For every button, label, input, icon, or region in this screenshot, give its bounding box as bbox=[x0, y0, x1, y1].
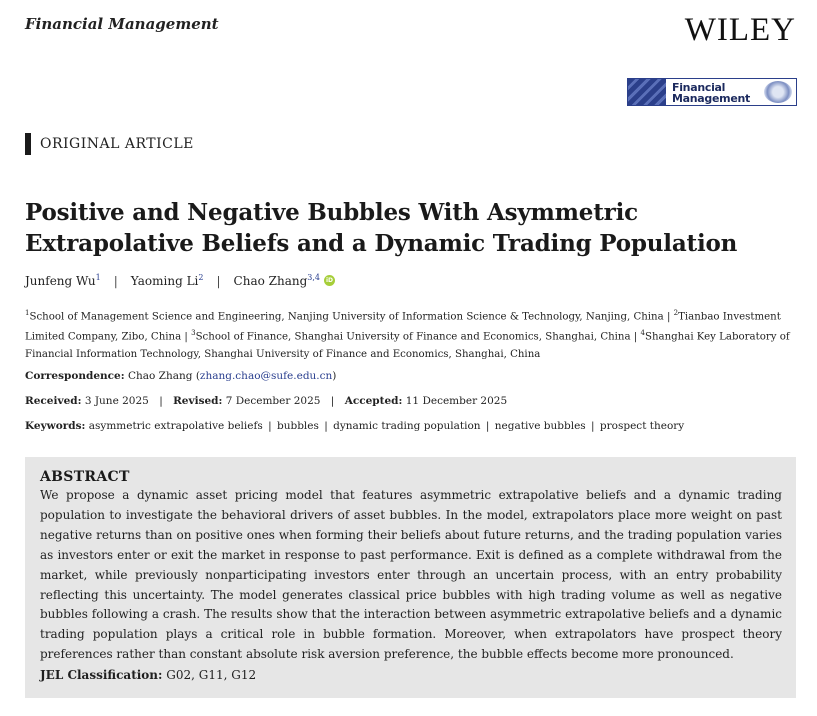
keyword-separator: | bbox=[268, 420, 272, 432]
author-sup[interactable]: 3,4 bbox=[307, 273, 320, 282]
author-zhang[interactable] bbox=[234, 273, 320, 288]
affiliations bbox=[25, 305, 795, 363]
affiliation-1: School of Management Science and Engineering, Nanjing University of Information Science & Technology, Nanjing, China bbox=[29, 311, 664, 323]
article-dates bbox=[25, 395, 507, 407]
author-name[interactable]: Chao Zhang bbox=[233, 274, 308, 288]
correspondence-label: Correspondence: bbox=[25, 370, 125, 382]
keyword-item[interactable]: bubbles bbox=[277, 420, 319, 432]
article-type: ORIGINAL ARTICLE bbox=[25, 133, 194, 155]
received-date: 3 June 2025 bbox=[84, 395, 149, 407]
title-line-1: Positive and Negative Bubbles With Asymmetric bbox=[25, 199, 638, 226]
keyword-separator: | bbox=[591, 420, 595, 432]
accepted-label: Accepted: bbox=[344, 395, 403, 407]
author-list bbox=[25, 273, 335, 288]
affiliation-2: Tianbao Investment Limited Company, Zibo, China bbox=[25, 311, 781, 343]
author-li[interactable] bbox=[131, 273, 204, 288]
logo-stripes-icon bbox=[628, 79, 666, 105]
abstract-text: We propose a dynamic asset pricing model that features asymmetric extrapolative beliefs and a dynamic trading population to investigate the behavioral drivers of asset bubbles. In the model, extrapolators place more weight on past negative returns than on positive ones when forming their beliefs about future returns, and the trading population varies as investors enter or exit the market in response to past performance. Exit is defined as a complete withdrawal from the market, while previously nonparticipating investors enter through an uncertain process, with an entry probability reflecting this uncertainty. The model generates classical price bubbles with high trading volume as well as negative bubbles following a crash. The results show that the interaction between asymmetric extrapolative beliefs and a dynamic trading population plays a critical role in bubble formation. Moreover, when extrapolators have prospect theory preferences rather than constant absolute risk aversion preference, the bubble effects become more pronounced. bbox=[40, 488, 782, 662]
journal-logo[interactable] bbox=[627, 78, 797, 106]
revised-label: Revised: bbox=[173, 395, 223, 407]
abstract-heading: ABSTRACT bbox=[40, 469, 130, 485]
author-wu[interactable] bbox=[25, 273, 101, 288]
article-title bbox=[25, 197, 795, 259]
keywords-label: Keywords: bbox=[25, 420, 86, 432]
correspondence: Correspondence: Chao Zhang (zhang.chao@sufe.edu.cn) bbox=[25, 370, 337, 382]
author-sup[interactable]: 2 bbox=[198, 273, 204, 282]
keyword-item[interactable]: prospect theory bbox=[599, 420, 685, 432]
jel-classification bbox=[40, 665, 782, 685]
jel-codes: G02, G11, G12 bbox=[166, 668, 257, 683]
orcid-icon[interactable]: iD bbox=[325, 277, 334, 284]
logo-text bbox=[666, 79, 764, 105]
correspondence-email-link[interactable]: zhang.chao@sufe.edu.cn bbox=[199, 370, 333, 382]
fma-seal-icon bbox=[764, 81, 792, 103]
revised-date: 7 December 2025 bbox=[225, 395, 321, 407]
received-label: Received: bbox=[25, 395, 82, 407]
affiliation-3: School of Finance, Shanghai University of Finance and Economics, Shanghai, China bbox=[195, 331, 631, 343]
author-separator: | bbox=[216, 273, 221, 288]
logo-line-1: Financial bbox=[672, 81, 726, 94]
journal-name: Financial Management bbox=[25, 15, 219, 33]
keywords bbox=[25, 420, 684, 432]
keyword-separator: | bbox=[324, 420, 328, 432]
author-name[interactable]: Junfeng Wu bbox=[25, 274, 96, 288]
accepted-date: 11 December 2025 bbox=[405, 395, 508, 407]
affil-sup: 3 bbox=[191, 329, 196, 338]
affil-separator: | bbox=[666, 311, 671, 323]
keyword-separator: | bbox=[485, 420, 490, 432]
logo-line-2: Management bbox=[672, 92, 750, 105]
keyword-item[interactable]: asymmetric extrapolative beliefs bbox=[88, 420, 263, 432]
date-separator: | bbox=[159, 395, 163, 407]
keyword-item[interactable]: dynamic trading population bbox=[333, 420, 481, 432]
keyword-item[interactable]: negative bubbles bbox=[494, 420, 586, 432]
jel-label: JEL Classification: bbox=[40, 668, 163, 683]
author-separator: | bbox=[113, 273, 118, 288]
affil-separator: | bbox=[184, 331, 188, 343]
publisher-logo[interactable]: WILEY bbox=[684, 12, 796, 48]
author-sup[interactable]: 1 bbox=[95, 273, 101, 282]
affil-sup: 2 bbox=[673, 309, 679, 317]
affil-sup: 1 bbox=[25, 309, 30, 317]
affil-separator: | bbox=[633, 331, 638, 343]
abstract-box bbox=[25, 457, 796, 698]
date-separator: | bbox=[330, 395, 335, 407]
author-name[interactable]: Yaoming Li bbox=[130, 274, 199, 288]
affiliation-4: Shanghai Key Laboratory of Financial Information Technology, Shanghai University of Finance and Economics, Shanghai, China bbox=[25, 331, 790, 360]
title-line-2: Extrapolative Beliefs and a Dynamic Trading Population bbox=[25, 230, 738, 257]
correspondence-name: Chao Zhang bbox=[127, 370, 193, 382]
affil-sup: 4 bbox=[640, 329, 645, 338]
